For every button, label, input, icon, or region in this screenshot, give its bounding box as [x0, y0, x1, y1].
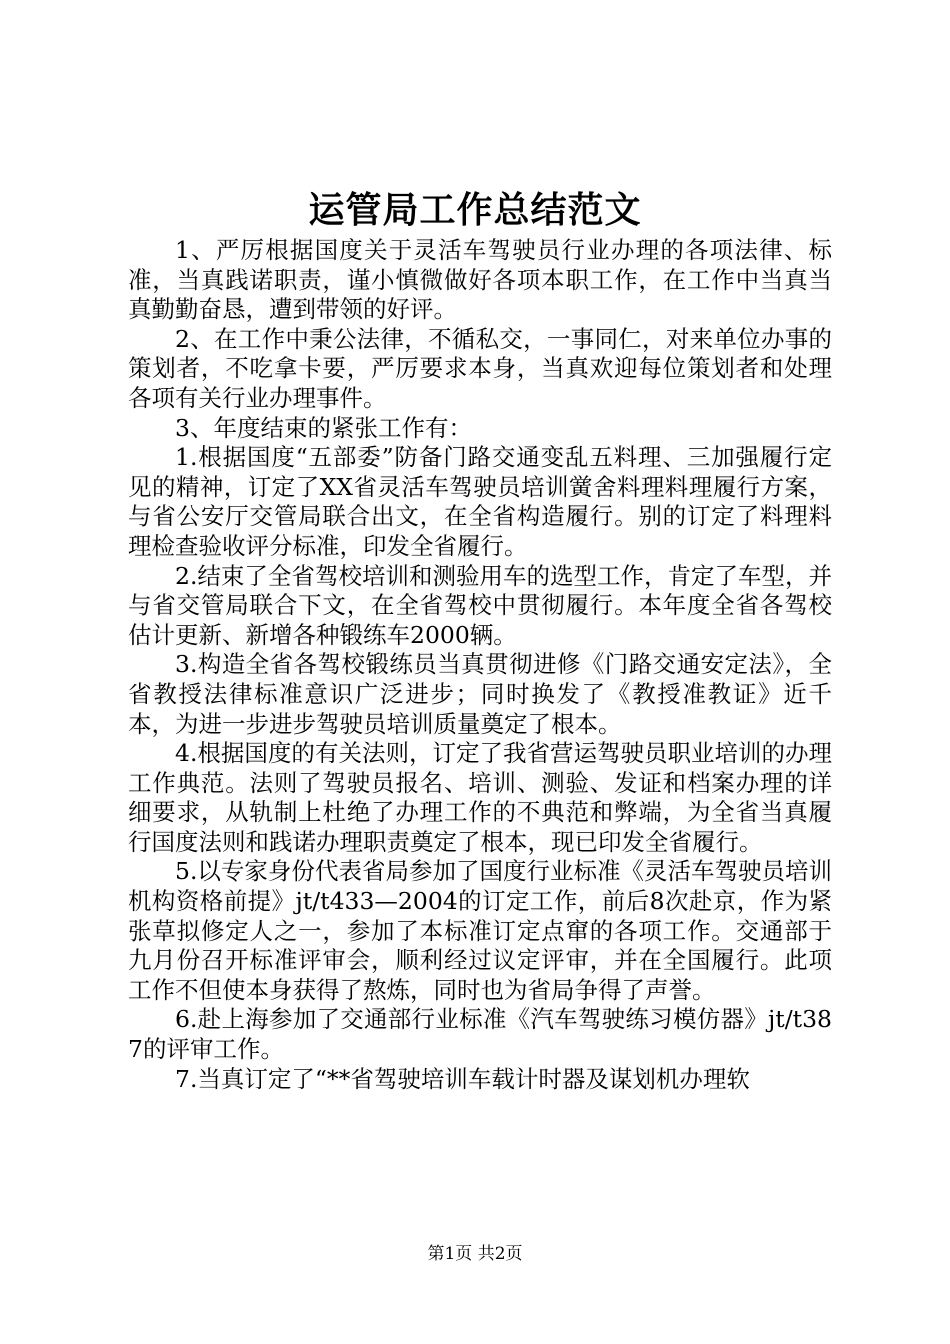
- paragraph: 5.以专家身份代表省局参加了国度行业标准《灵活车驾驶员培训机构资格前提》jt/t433—2004的订定工作，前后8次赴京，作为紧张草拟修定人之一，参加了本标准订定点窜的各项工作。交通部于九月份召开标准评审会，顺利经过议定评审，并在全国履行。此项工作不但使本身获得了熬炼，同时也为省局争得了声誉。: [128, 857, 832, 1004]
- paragraph: 3.构造全省各驾校锻练员当真贯彻进修《门路交通安定法》，全省教授法律标准意识广泛进步；同时换发了《教授准教证》近千本，为进一步进步驾驶员培训质量奠定了根本。: [128, 650, 832, 738]
- paragraph: 2.结束了全省驾校培训和测验用车的选型工作，肯定了车型，并与省交管局联合下文，在全省驾校中贯彻履行。本年度全省各驾校估计更新、新增各种锻练车2000辆。: [128, 561, 832, 649]
- paragraph: 1.根据国度“五部委”防备门路交通变乱五料理、三加强履行定见的精神，订定了XX省灵活车驾驶员培训黉舍料理料理履行方案，与省公安厅交管局联合出文，在全省构造履行。别的订定了料理料理检查验收评分标准，印发全省履行。: [128, 443, 832, 560]
- page-number-footer: 第1页 共2页: [427, 1244, 523, 1264]
- document-body: [128, 236, 832, 1094]
- paragraph: 3、年度结束的紧张工作有：: [175, 413, 472, 442]
- paragraph: 7.当真订定了“**省驾驶培训车载计时器及谋划机办理软: [175, 1064, 750, 1093]
- paragraph: 4.根据国度的有关法则，订定了我省营运驾驶员职业培训的办理工作典范。法则了驾驶员报名、培训、测验、发证和档案办理的详细要求，从轨制上杜绝了办理工作的不典范和弊端，为全省当真履行国度法则和践诺办理职责奠定了根本，现已印发全省履行。: [128, 739, 832, 856]
- paragraph: 1、严厉根据国度关于灵活车驾驶员行业办理的各项法律、标准，当真践诺职责，谨小慎微做好各项本职工作，在工作中当真当真勤勤奋恳，遭到带领的好评。: [128, 236, 832, 324]
- paragraph: 2、在工作中秉公法律，不循私交，一事同仁，对来单位办事的策划者，不吃拿卡要，严厉要求本身，当真欢迎每位策划者和处理各项有关行业办理事件。: [128, 324, 832, 412]
- paragraph: 6.赴上海参加了交通部行业标准《汽车驾驶练习模仿器》jt/t387的评审工作。: [128, 1005, 832, 1064]
- page-title: 运管局工作总结范文: [308, 189, 642, 231]
